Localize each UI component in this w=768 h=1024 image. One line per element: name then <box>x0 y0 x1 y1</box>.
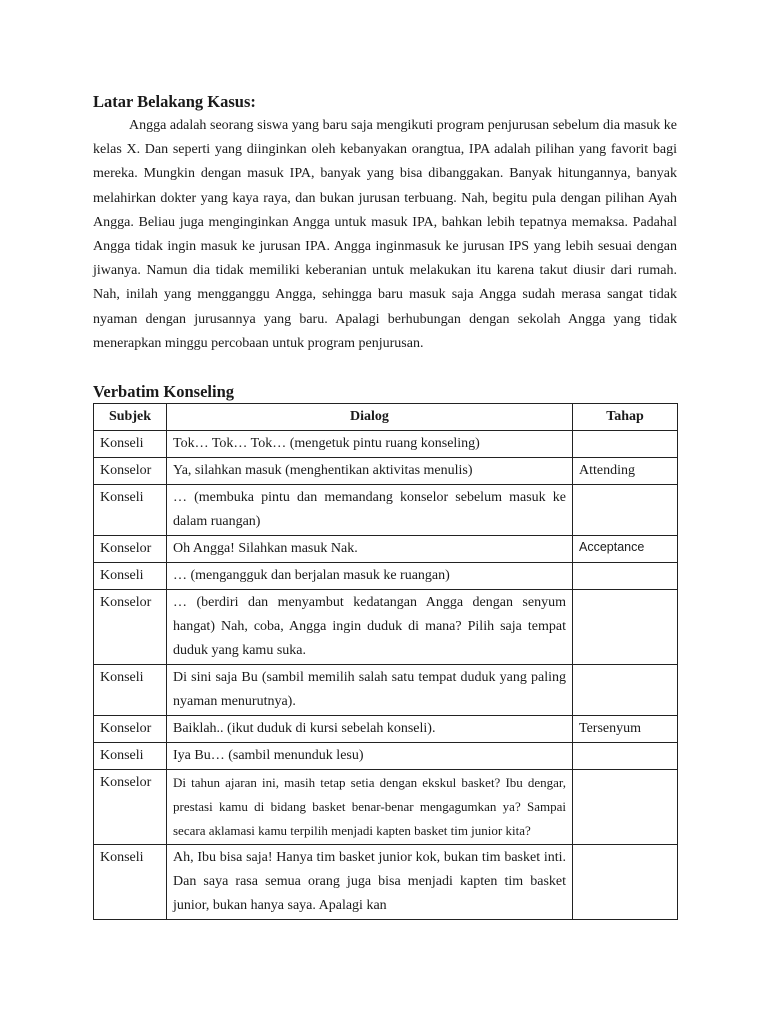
cell-tahap <box>573 590 678 665</box>
table-row <box>94 485 678 536</box>
cell-dialog: Baiklah.. (ikut duduk di kursi sebelah konseli). <box>167 716 573 743</box>
cell-dialog: … (mengangguk dan berjalan masuk ke ruangan) <box>167 563 573 590</box>
cell-tahap <box>573 563 678 590</box>
table-row <box>94 431 678 458</box>
cell-dialog: Di sini saja Bu (sambil memilih salah satu tempat duduk yang paling nyaman menurutnya). <box>167 665 573 716</box>
cell-subjek: Konseli <box>94 485 167 536</box>
cell-dialog: Di tahun ajaran ini, masih tetap setia dengan ekskul basket? Ibu dengar, prestasi kamu di bidang basket benar-benar mengagumkan ya? Sampai secara aklamasi kamu terpilih menjadi kapten basket tim junior kita? <box>167 770 573 845</box>
cell-tahap: Attending <box>573 458 678 485</box>
cell-tahap <box>573 536 678 563</box>
cell-dialog: Ya, silahkan masuk (menghentikan aktivitas menulis) <box>167 458 573 485</box>
table-row <box>94 770 678 845</box>
cell-tahap <box>573 770 678 845</box>
column-header-tahap: Tahap <box>573 404 678 431</box>
cell-tahap <box>573 431 678 458</box>
table-row <box>94 590 678 665</box>
cell-tahap <box>573 845 678 920</box>
verbatim-heading: Verbatim Konseling <box>93 382 235 402</box>
cell-tahap <box>573 743 678 770</box>
cell-dialog: … (berdiri dan menyambut kedatangan Angga dengan senyum hangat) Nah, coba, Angga ingin duduk di mana? Pilih saja tempat duduk yang kamu suka. <box>167 590 573 665</box>
cell-subjek: Konseli <box>94 563 167 590</box>
cell-subjek: Konselor <box>94 770 167 845</box>
table-row <box>94 845 678 920</box>
table-header-row <box>94 404 678 431</box>
table-row <box>94 563 678 590</box>
column-header-subjek: Subjek <box>94 404 167 431</box>
table-row <box>94 716 678 743</box>
cell-subjek: Konselor <box>94 716 167 743</box>
cell-dialog: Tok… Tok… Tok… (mengetuk pintu ruang konseling) <box>167 431 573 458</box>
cell-tahap <box>573 665 678 716</box>
cell-subjek: Konseli <box>94 431 167 458</box>
table-row <box>94 536 678 563</box>
cell-subjek: Konseli <box>94 845 167 920</box>
cell-subjek: Konseli <box>94 743 167 770</box>
cell-subjek: Konselor <box>94 590 167 665</box>
verbatim-table <box>93 403 678 920</box>
case-background-heading: Latar Belakang Kasus: <box>93 92 256 111</box>
cell-subjek: Konseli <box>94 665 167 716</box>
cell-tahap <box>573 485 678 536</box>
tahap-label: Acceptance <box>579 540 645 555</box>
document-page <box>93 90 677 920</box>
column-header-dialog: Dialog <box>167 404 573 431</box>
cell-subjek: Konselor <box>94 458 167 485</box>
table-row <box>94 665 678 716</box>
cell-dialog: … (membuka pintu dan memandang konselor sebelum masuk ke dalam ruangan) <box>167 485 573 536</box>
table-row <box>94 458 678 485</box>
cell-dialog: Iya Bu… (sambil menunduk lesu) <box>167 743 573 770</box>
cell-dialog: Oh Angga! Silahkan masuk Nak. <box>167 536 573 563</box>
table-row <box>94 743 678 770</box>
cell-subjek: Konselor <box>94 536 167 563</box>
cell-dialog: Ah, Ibu bisa saja! Hanya tim basket junior kok, bukan tim basket inti. Dan saya rasa semua orang juga bisa menjadi kapten tim basket junior, bukan hanya saya. Apalagi kan <box>167 845 573 920</box>
case-background-paragraph: Angga adalah seorang siswa yang baru saja mengikuti program penjurusan sebelum dia masuk ke kelas X. Dan seperti yang diinginkan oleh kebanyakan orangtua, IPA adalah pilihan yang favorit bagi mereka. Mungkin dengan masuk IPA, banyak yang bisa dibanggakan. Banyak hitungannya, banyak melahirkan dokter yang kaya raya, dan bukan jurusan terbuang. Nah, begitu pula dengan pilihan Ayah Angga. Beliau juga menginginkan Angga untuk masuk IPA, bahkan lebih tepatnya memaksa. Padahal Angga tidak ingin masuk ke jurusan IPA. Angga inginmasuk ke jurusan IPS yang lebih sesuai dengan jiwanya. Namun dia tidak memiliki keberanian untuk melakukan itu karena takut diusir dari rumah. Nah, inilah yang mengganggu Angga, sehingga baru masuk saja Angga sudah merasa sangat tidak nyaman dengan jurusannya yang baru. Apalagi berhubungan dengan sekolah Angga yang tidak menerapkan minggu percobaan untuk program penjurusan. <box>93 118 677 351</box>
cell-tahap: Tersenyum <box>573 716 678 743</box>
